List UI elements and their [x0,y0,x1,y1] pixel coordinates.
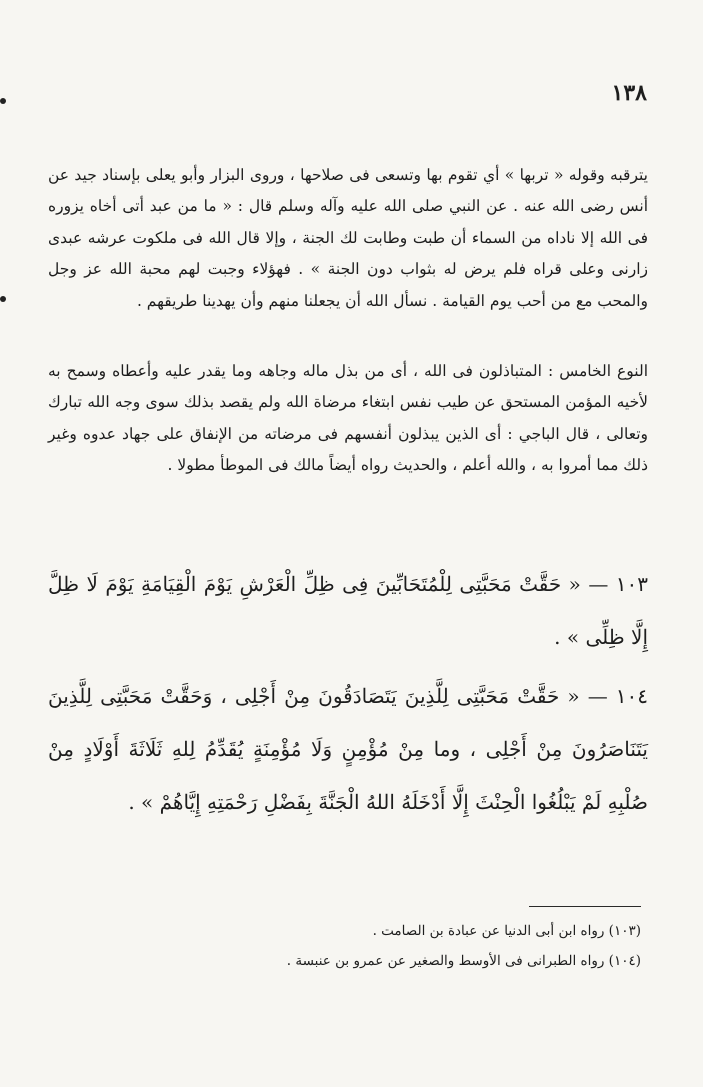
page-number: ١٣٨ [611,80,647,106]
margin-mark [0,296,6,302]
footnote-104: (١٠٤) رواه الطبرانى فى الأوسط والصغير عن عمرو بن عنبسة . [286,953,641,969]
paragraph-commentary: يترقبه وقوله « تربها » أي تقوم بها وتسعى فى صلاحها ، وروى البزار وأبو يعلى بإسناد جيد عن أنس رضى الله عنه . عن النبي صلى الله عليه وآله وسلم قال : « ما من عبد أتى أخاه يزوره فى الله إلا ناداه من السماء أن طبت وطابت لك الجنة ، وإلا قال الله فى ملكوت عرشه عبدى زارنى وعلى قراه فلم يرض له بثواب دون الجنة » . فهؤلاء وجبت لهم محبة الله عز وجل والمحب مع من أحب يوم القيامة . نسأل الله أن يجعلنا منهم وأن يهدينا طريقهم . [48,165,648,310]
hadith-103: ١٠٣ — « حَقَّتْ مَحَبَّتِى لِلْمُتَحَابِّينَ فِى ظِلِّ الْعَرْشِ يَوْمَ الْقِيَامَةِ يَوْمَ لَا ظِلَّ إِلَّا ظِلِّى » . [48,572,648,649]
paragraph-fifth-type: النوع الخامس : المتباذلون فى الله ، أى من بذل ماله وجاهه وما يقدر عليه وأعطاه وسمح به لأخيه المؤمن المستحق عن طيب نفس ابتغاء مرضاة الله ولم يقصد بذلك سوى وجه الله تبارك وتعالى ، قال الباجي : أى الذين يبذلون أنفسهم فى مرضاته من الإنفاق على جهاد عدوه وغير ذلك مما أمروا به ، والله أعلم ، والحديث رواه أيضاً مالك فى الموطأ مطولا . [48,361,648,474]
footnotes [121,916,641,976]
footnote-divider [529,906,641,907]
footnote-103: (١٠٣) رواه ابن أبى الدنيا عن عبادة بن الصامت . [372,923,641,939]
hadith-104: ١٠٤ — « حَقَّتْ مَحَبَّتِى لِلَّذِينَ يَتَصَادَقُونَ مِنْ أَجْلِى ، وَحَقَّتْ مَحَبَّتِى لِلَّذِينَ يَتَنَاصَرُونَ مِنْ أَجْلِى ، وما مِنْ مُؤْمِنٍ وَلَا مُؤْمِنَةٍ يُقَدِّمُ لِلهِ ثَلَاثَةَ أَوْلَادٍ مِنْ صُلْبِهِ لَمْ يَبْلُغُوا الْحِنْثَ إِلَّا أَدْخَلَهُ اللهُ الْجَنَّةَ بِفَضْلِ رَحْمَتِهِ إِيَّاهُمْ » . [48,684,648,814]
margin-mark [0,98,6,104]
